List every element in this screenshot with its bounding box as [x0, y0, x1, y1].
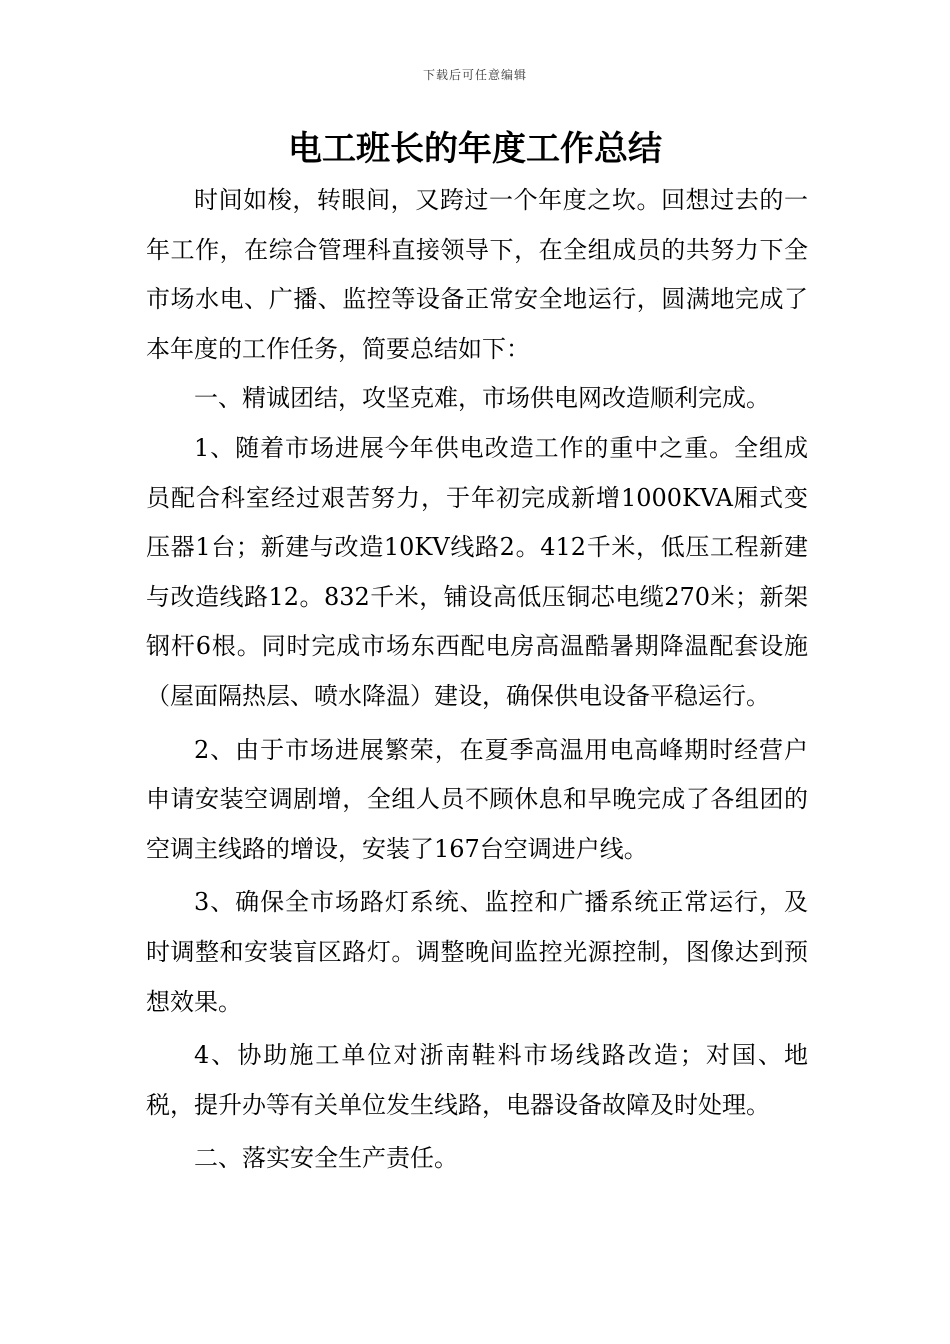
intro-paragraph: 时间如梭，转眼间，又跨过一个年度之坎。回想过去的一年工作，在综合管理科直接领导下，在全组成员的共努力下全市场水电、广播、监控等设备正常安全地运行，圆满地完成了本年度的工作任务，简要总结如下： [146, 186, 808, 363]
header-note: 下载后可任意编辑 [422, 68, 527, 82]
item-paragraph-4: 4、协助施工单位对浙南鞋料市场线路改造；对国、地税，提升办等有关单位发生线路，电器设备故障及时处理。 [146, 1041, 808, 1119]
item-paragraph-1: 1、随着市场进展今年供电改造工作的重中之重。全组成员配合科室经过艰苦努力，于年初完成新增1000KVA厢式变压器1台；新建与改造10KV线路2。412千米，低压工程新建与改造线路12。832千米，铺设高低压铜芯电缆270米；新架钢杆6根。同时完成市场东西配电房高温酷暑期降温配套设施（屋面隔热层、喷水降温）建设，确保供电设备平稳运行。 [146, 433, 808, 710]
document-title: 电工班长的年度工作总结 [288, 129, 662, 169]
item-paragraph-3: 3、确保全市场路灯系统、监控和广播系统正常运行，及时调整和安装盲区路灯。调整晚间监控光源控制，图像达到预想效果。 [146, 888, 808, 1016]
item-paragraph-2: 2、由于市场进展繁荣，在夏季高温用电高峰期时经营户申请安装空调剧增，全组人员不顾休息和早晚完成了各组团的空调主线路的增设，安装了167台空调进户线。 [146, 735, 808, 863]
document-body [146, 176, 808, 1184]
section-heading-2: 二、落实安全生产责任。 [194, 1144, 458, 1173]
section-heading-1: 一、精诚团结，攻坚克难，市场供电网改造顺利完成。 [194, 384, 770, 413]
